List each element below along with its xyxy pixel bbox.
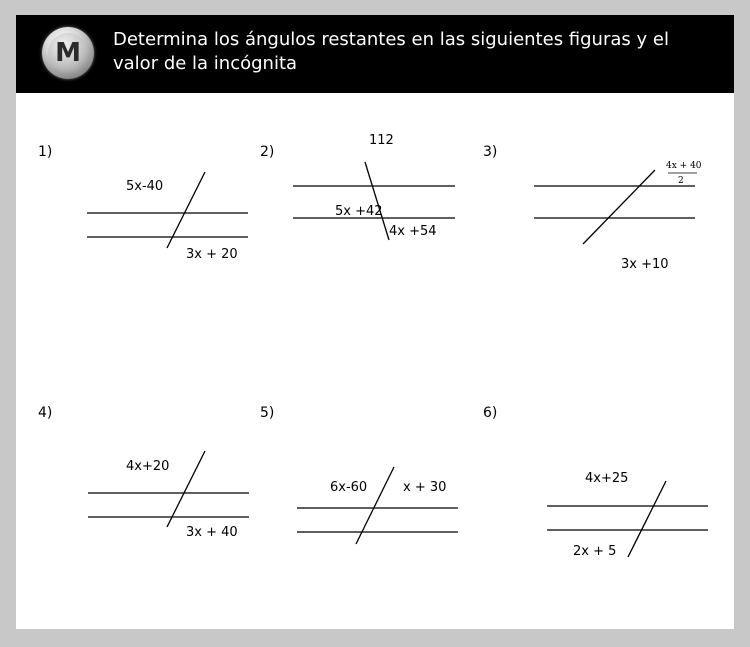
angle-label: 5x +42 [335, 204, 383, 219]
problem-number: 4) [38, 405, 53, 421]
fraction-numerator: 4x + 40 [666, 161, 702, 171]
transversal-line [167, 451, 205, 527]
angle-label: 4x+25 [585, 471, 629, 486]
angle-label: 3x + 20 [186, 247, 238, 262]
problem-number: 6) [483, 405, 498, 421]
figure-3 [534, 170, 697, 244]
transversal-line [583, 170, 655, 244]
logo-letter: M [48, 33, 88, 73]
angle-label: 4x+20 [126, 459, 170, 474]
figure-5 [297, 467, 458, 544]
angle-label: 112 [369, 133, 394, 148]
angle-label: x + 30 [403, 480, 447, 495]
angle-label: 5x-40 [126, 179, 164, 194]
angle-label: 6x-60 [330, 480, 368, 495]
problem-number: 5) [260, 405, 275, 421]
fraction-denominator: 2 [678, 176, 684, 186]
angle-label: 3x +10 [621, 257, 669, 272]
angle-label: 2x + 5 [573, 544, 617, 559]
problem-number: 2) [260, 144, 275, 160]
problem-number: 1) [38, 144, 53, 160]
angle-label: 4x +54 [389, 224, 437, 239]
page-title: Determina los ángulos restantes en las siguientes figuras y el valor de la incógnita [113, 29, 669, 74]
figure-1 [87, 172, 248, 248]
problem-number: 3) [483, 144, 498, 160]
transversal-line [628, 481, 666, 557]
transversal-line [365, 162, 389, 240]
figure-6 [547, 481, 708, 557]
angle-label: 3x + 40 [186, 525, 238, 540]
